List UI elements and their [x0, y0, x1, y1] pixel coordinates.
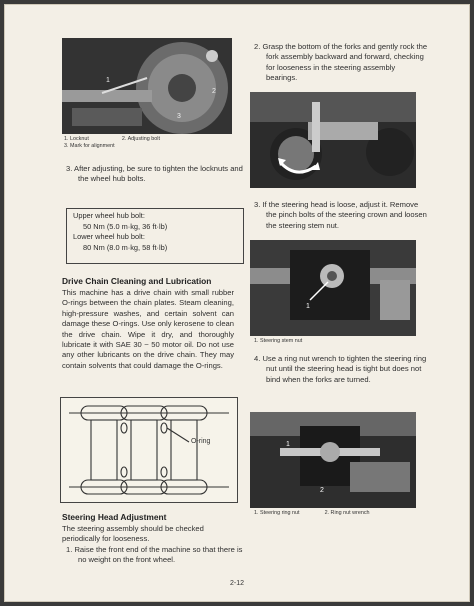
- lower-bolt-label: Lower wheel hub bolt:: [73, 232, 145, 241]
- torque-box: [66, 208, 244, 264]
- upper-bolt-label: Upper wheel hub bolt:: [73, 211, 145, 220]
- steering-intro: The steering assembly should be checked periodically for looseness.: [62, 524, 204, 544]
- steering-heading: Steering Head Adjustment: [62, 512, 167, 522]
- o-ring-label: O-ring: [191, 438, 211, 445]
- ring-nut-photo: [250, 412, 416, 508]
- svg-text:1: 1: [106, 77, 110, 84]
- drive-chain-heading: Drive Chain Cleaning and Lubrication: [62, 276, 212, 286]
- svg-text:2: 2: [320, 487, 324, 494]
- chain-diagram: [60, 397, 238, 503]
- svg-text:1: 1: [306, 303, 310, 310]
- steering-step-1: 1. Raise the front end of the machine so that there is no weight on the front wheel.: [66, 545, 243, 565]
- svg-text:1: 1: [286, 441, 290, 448]
- stem-nut-photo: [250, 240, 416, 336]
- svg-text:3: 3: [177, 113, 181, 120]
- step-2-right: 2. Grasp the bottom of the forks and gently rock the fork assembly backward and forward, checking for looseness in the steering assembly bearings.: [254, 42, 428, 83]
- upper-bolt-value: 50 Nm (5.0 m·kg, 36 ft·lb): [83, 221, 168, 231]
- stem-nut-caption: 1. Steering stem nut: [254, 338, 303, 344]
- caption-ring-nut-wrench: 2. Ring nut wrench: [324, 510, 370, 516]
- page-number: 2-12: [230, 580, 245, 587]
- chain-adjuster-photo: [62, 38, 232, 134]
- manual-page: [4, 4, 470, 602]
- step-4-right: 4. Use a ring nut wrench to tighten the steering ring nut until the steering head is tight but does not bind when the forks are turned.: [254, 354, 427, 384]
- lower-bolt-value: 80 Nm (8.0 m·kg, 58 ft·lb): [83, 242, 168, 252]
- svg-text:2: 2: [212, 88, 216, 95]
- step-3-left: 3. After adjusting, be sure to tighten the locknuts and the wheel hub bolts.: [66, 164, 243, 184]
- fork-rock-photo: [250, 92, 416, 188]
- step-3-right: 3. If the steering head is loose, adjust it. Remove the pinch bolts of the steering crown and loosen the steering stem nut.: [254, 200, 427, 230]
- ring-nut-caption: [254, 510, 424, 517]
- caption-locknut: 1. Locknut: [64, 136, 89, 142]
- caption-mark: 3. Mark for alignment: [64, 143, 115, 149]
- caption-ring-nut: 1. Steering ring nut: [254, 510, 300, 516]
- caption-adjusting-bolt: 2. Adjusting bolt: [121, 136, 160, 142]
- drive-chain-body: This machine has a drive chain with small rubber O-rings between the chain plates. Steam cleaning, high-pressure washes, and certain solvent can damage these O-rings. Use only kerosene to clean the drive chain. Wipe it dry, and thoroughly lubricate it with SAE 30 ~ 50 motor oil. Do not use any other lubricants on the drive chain. They may contain solvents that could damage the O-rings.: [62, 288, 234, 370]
- figure-caption: [64, 136, 234, 150]
